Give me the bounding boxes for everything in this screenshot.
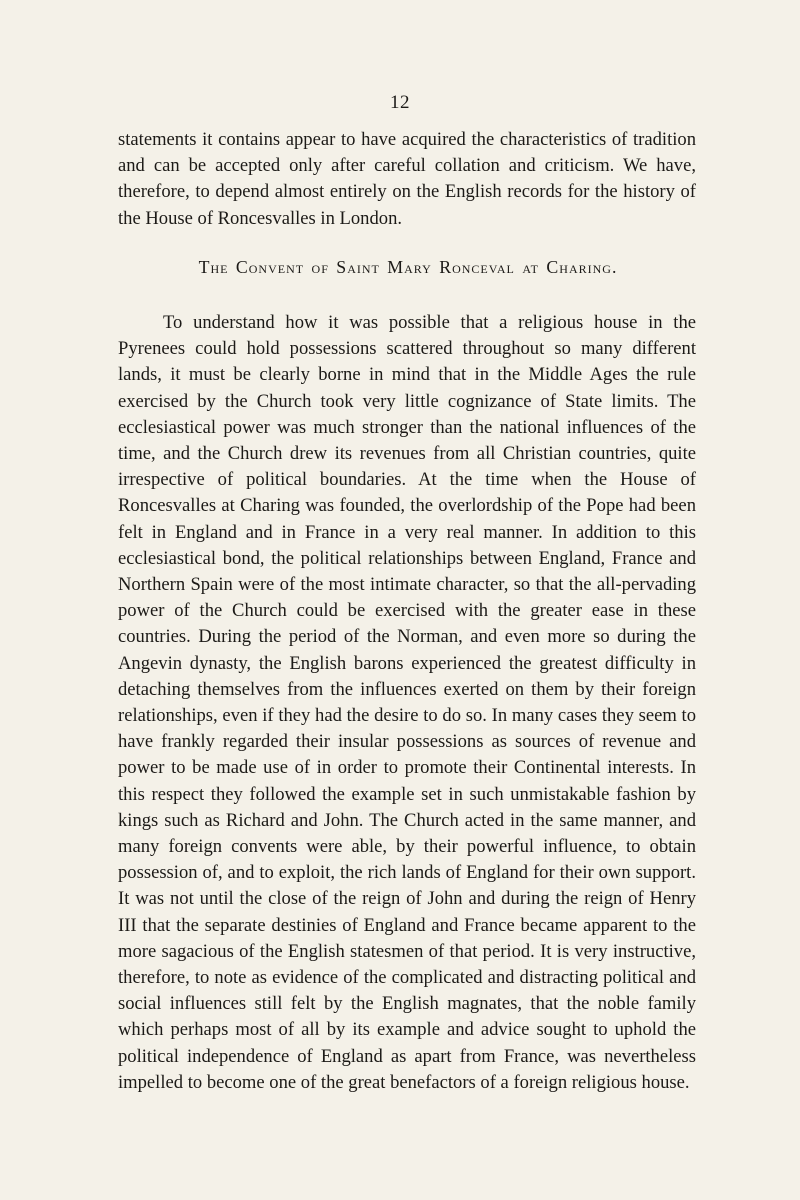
page-number: 12 [390,92,410,113]
body-paragraph-block [118,310,696,1096]
body-paragraph: To understand how it was possible that a religious house in the Pyrenees could hold possessions scattered throughout so many different lands, it must be clearly borne in mind that in the Middle Ages the rule exercised by the Church took very little cognizance of State limits. The ecclesiastical power was much stronger than the national influences of the time, and the Church drew its revenues from all Christian countries, quite irrespective of political boundaries. At the time when the House of Roncesvalles at Charing was founded, the overlordship of the Pope had been felt in England and in France in a very real manner. In addition to this ecclesiastical bond, the political relationships between England, France and Northern Spain were of the most intimate character, so that the all-pervading power of the Church could be exercised with the greater ease in these countries. During the period of the Norman, and even more so during the Angevin dynasty, the English barons experienced the greatest difficulty in detaching themselves from the influences exerted on them by their foreign relationships, even if they had the desire to do so. In many cases they seem to have frankly regarded their insular possessions as sources of revenue and power to be made use of in order to promote their Continental interests. In this respect they followed the example set in such unmistakable fashion by kings such as Richard and John. The Church acted in the same manner, and many foreign convents were able, by their powerful influence, to obtain possession of, and to exploit, the rich lands of England for their own support. It was not until the close of the reign of John and during the reign of Henry III that the separate destinies of England and France became apparent to the more sagacious of the English statesmen of that period. It is very instructive, therefore, to note as evidence of the complicated and distracting political and social influences still felt by the English magnates, that the noble family which perhaps most of all by its example and advice sought to uphold the political independence of England as apart from France, was nevertheless impelled to become one of the great benefactors of a foreign religious house. [118,312,696,1093]
section-heading: The Convent of Saint Mary Ronceval at Charing. [198,257,618,277]
intro-paragraph-block [118,127,696,232]
intro-paragraph: statements it contains appear to have acquired the characteristics of tradition and can be accepted only after careful collation and criticism. We have, therefore, to depend almost entirely on the English records for the history of the House of Roncesvalles in London. [118,129,696,229]
